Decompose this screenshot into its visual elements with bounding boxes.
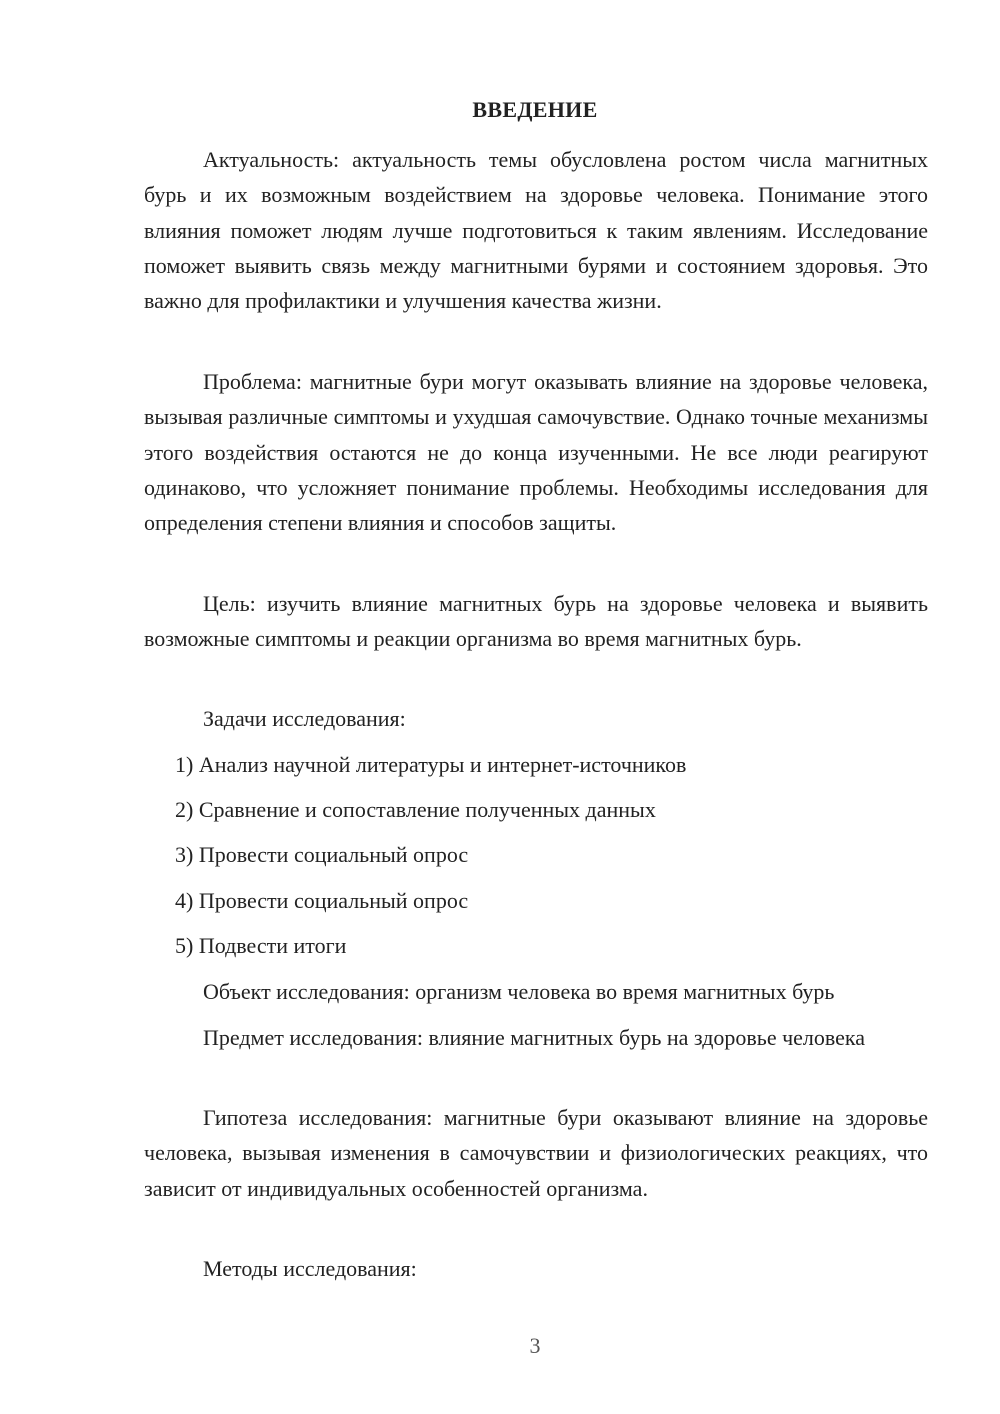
methods-heading: Методы исследования:: [203, 1256, 417, 1281]
task-item-5: 5) Подвести итоги: [175, 933, 347, 958]
hypothesis-paragraph: Гипотеза исследования: магнитные бури оказывают влияние на здоровье человека, вызывая изменения в самочувствии и физиологических реакциях, что зависит от индивидуальных особенностей организма.: [144, 1105, 928, 1201]
relevance-paragraph: Актуальность: актуальность темы обусловлена ростом числа магнитных бурь и их возможным воздействием на здоровье человека. Понимание этого влияния поможет людям лучше подготовиться к таким явлениям. Исследование поможет выявить связь между магнитными бурями и состоянием здоровья. Это важно для профилактики и улучшения качества жизни.: [144, 147, 928, 314]
problem-paragraph: Проблема: магнитные бури могут оказывать влияние на здоровье человека, вызывая различные симптомы и ухудшая самочувствие. Однако точные механизмы этого воздействия остаются не до конца изученными. Не все люди реагируют одинаково, что усложняет понимание проблемы. Необходимы исследования для определения степени влияния и способов защиты.: [144, 369, 928, 536]
section-heading: ВВЕДЕНИЕ: [472, 97, 598, 122]
task-item-4: 4) Провести социальный опрос: [175, 888, 469, 913]
tasks-heading: Задачи исследования:: [203, 706, 406, 731]
task-item-1: 1) Анализ научной литературы и интернет-источников: [175, 752, 687, 777]
page-number: 3: [529, 1333, 541, 1358]
goal-paragraph: Цель: изучить влияние магнитных бурь на здоровье человека и выявить возможные симптомы и реакции организма во время магнитных бурь.: [144, 591, 928, 652]
object-paragraph: Объект исследования: организм человека во время магнитных бурь: [203, 979, 835, 1004]
task-item-2: 2) Сравнение и сопоставление полученных данных: [175, 797, 656, 822]
subject-paragraph: Предмет исследования: влияние магнитных бурь на здоровье человека: [203, 1025, 866, 1050]
task-item-3: 3) Провести социальный опрос: [175, 842, 469, 867]
